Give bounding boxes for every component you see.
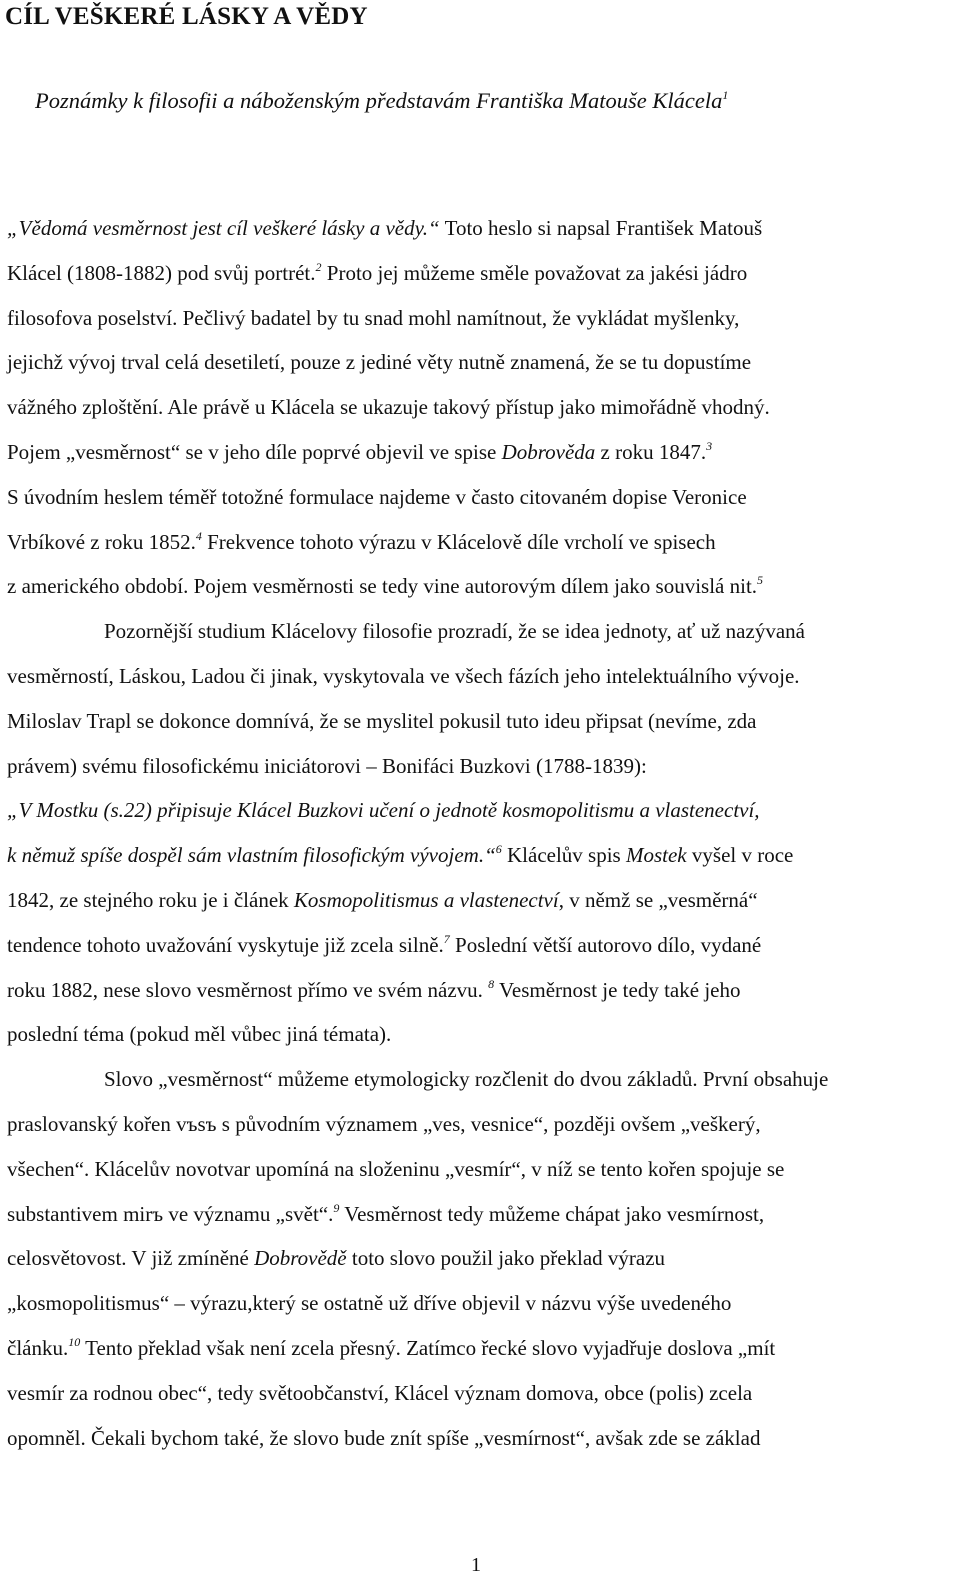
italic-text: k němuž spíše dospěl sám vlastním filosofickým vývojem.“ <box>7 843 496 868</box>
text-segment: vesměrností, Láskou, Ladou či jinak, vyskytovala ve všech fázích jeho intelektuálního vývoje. <box>7 663 800 688</box>
italic-text: „V Mostku (s.22) připisuje Klácel Buzkovi učení o jednotě kosmopolitismu a vlastenectví, <box>7 798 760 823</box>
text-line <box>7 1371 957 1416</box>
text-line <box>7 1236 957 1281</box>
text-line <box>7 968 957 1013</box>
footnote-ref: 6 <box>495 842 502 857</box>
text-line <box>7 564 957 609</box>
text-segment: poslední téma (pokud měl vůbec jiná témata). <box>7 1022 392 1047</box>
italic-text: Dobrověda <box>501 439 596 464</box>
text-line <box>7 744 957 789</box>
text-line <box>7 251 957 296</box>
text-segment: 1842, ze stejného roku je i článek <box>7 887 294 912</box>
italic-text: „Vědomá vesměrnost jest cíl veškeré lásky a vědy.“ <box>7 216 440 240</box>
footnote-ref: 4 <box>195 528 202 543</box>
text-segment: celosvětovost. V již zmíněné <box>7 1246 255 1271</box>
text-segment: vyšel v roce <box>686 843 794 868</box>
text-line <box>7 654 957 699</box>
text-segment: z amerického období. Pojem vesměrnosti se tedy vine autorovým dílem jako souvislá nit. <box>7 574 758 599</box>
text-line <box>7 340 957 385</box>
body-text <box>7 206 957 1460</box>
footnote-ref: 7 <box>443 931 450 946</box>
text-line <box>7 788 957 833</box>
text-segment: Poslední větší autorovo dílo, vydané <box>449 932 762 957</box>
text-segment: článku. <box>7 1335 69 1360</box>
text-line <box>7 430 957 475</box>
italic-text: Dobrovědě <box>254 1246 347 1271</box>
text-segment: roku 1882, nese slovo vesměrnost přímo ve svém názvu. <box>7 977 489 1002</box>
text-segment: Proto jej můžeme směle považovat za jakési jádro <box>321 260 748 285</box>
text-segment: filosofova poselství. Pečlivý badatel by tu snad mohl namítnout, že vykládat myšlenky, <box>7 305 740 330</box>
document-subtitle <box>35 86 728 116</box>
text-segment: Vesměrnost je tedy také jeho <box>494 977 741 1002</box>
text-segment: z roku 1847. <box>595 439 707 464</box>
text-segment: Vesměrnost tedy můžeme chápat jako vesmírnost, <box>339 1201 765 1226</box>
text-line <box>7 475 957 520</box>
text-segment: právem) svému filosofickému iniciátorovi – Bonifáci Buzkovi (1788-1839): <box>7 753 647 778</box>
text-line <box>7 385 957 430</box>
text-line <box>7 1326 957 1371</box>
text-line <box>7 833 957 878</box>
text-line <box>7 609 957 654</box>
text-line <box>7 1102 957 1147</box>
text-segment: „kosmopolitismus“ – výrazu,který se ostatně už dříve objevil v názvu výše uvedeného <box>7 1291 732 1316</box>
text-segment: Pojem „vesměrnost“ se v jeho díle poprvé objevil ve spise <box>7 439 502 464</box>
text-segment: substantivem mirъ ve významu „svět“. <box>7 1201 334 1226</box>
text-segment: opomněl. Čekali bychom také, že slovo bude znít spíše „vesmírnost“, avšak zde se základ <box>7 1425 761 1450</box>
footnote-ref: 9 <box>333 1200 340 1215</box>
text-line <box>7 1416 957 1461</box>
text-line <box>7 1057 957 1102</box>
text-segment: Toto heslo si napsal František Matouš <box>439 216 763 240</box>
footnote-ref: 3 <box>706 438 713 453</box>
page-number: 1 <box>471 1554 481 1576</box>
text-line <box>7 520 957 565</box>
text-line <box>7 699 957 744</box>
text-segment: Klácelův spis <box>501 843 626 868</box>
text-line <box>7 1147 957 1192</box>
text-segment: , v němž se „vesměrná“ <box>558 887 758 912</box>
text-line <box>7 1012 957 1057</box>
text-line <box>7 1281 957 1326</box>
text-segment: S úvodním heslem téměř totožné formulace najdeme v často citovaném dopise Veronice <box>7 484 747 509</box>
text-segment: Klácel (1808-1882) pod svůj portrét. <box>7 260 316 285</box>
text-line <box>7 923 957 968</box>
italic-text: Mostek <box>625 843 687 868</box>
text-segment: tendence tohoto uvažování vyskytuje již zcela silně. <box>7 932 444 957</box>
text-segment: vážného zploštění. Ale právě u Klácela se ukazuje takový přístup jako mimořádně vhodný. <box>7 395 770 420</box>
text-segment: Frekvence tohoto výrazu v Klácelově díle vrcholí ve spisech <box>201 529 716 554</box>
text-line <box>7 878 957 923</box>
text-segment: Miloslav Trapl se dokonce domnívá, že se myslitel pokusil tuto ideu připsat (nevíme, zda <box>7 708 757 733</box>
subtitle-text: Poznámky k filosofii a náboženským představám Františka Matouše Klácela <box>35 88 723 113</box>
text-segment: Vrbíkové z roku 1852. <box>7 529 196 554</box>
text-segment: vesmír za rodnou obec“, tedy světoobčanství, Klácel význam domova, obce (polis) zcela <box>7 1380 753 1405</box>
text-segment: praslovanský kořen vъsъ s původním významem „ves, vesnice“, později ovšem „veškerý, <box>7 1111 761 1136</box>
text-segment: jejichž vývoj trval celá desetiletí, pouze z jediné věty nutně znamená, že se tu dopustíme <box>7 350 752 375</box>
document-title: CÍL VEŠKERÉ LÁSKY A VĚDY <box>5 3 368 30</box>
text-segment: Tento překlad však není zcela přesný. Zatímco řecké slovo vyjadřuje doslova „mít <box>80 1335 776 1360</box>
footnote-ref: 2 <box>315 259 322 274</box>
text-segment: toto slovo použil jako překlad výrazu <box>346 1246 666 1271</box>
text-segment: Slovo „vesměrnost“ můžeme etymologicky rozčlenit do dvou základů. První obsahuje <box>104 1067 829 1092</box>
text-segment: všechen“. Klácelův novotvar upomíná na složeninu „vesmír“, v níž se tento kořen spojuje se <box>7 1156 785 1181</box>
italic-text: Kosmopolitismus a vlastenectví <box>293 887 559 912</box>
footnote-ref: 5 <box>757 573 764 588</box>
footnote-ref: 8 <box>488 976 495 991</box>
text-line <box>7 296 957 341</box>
text-line <box>7 1192 957 1237</box>
footnote-ref: 10 <box>68 1334 81 1349</box>
text-line <box>7 206 957 251</box>
text-segment: Pozornější studium Klácelovy filosofie prozradí, že se idea jednoty, ať už nazývaná <box>104 619 805 644</box>
footnote-ref: 1 <box>722 87 729 102</box>
